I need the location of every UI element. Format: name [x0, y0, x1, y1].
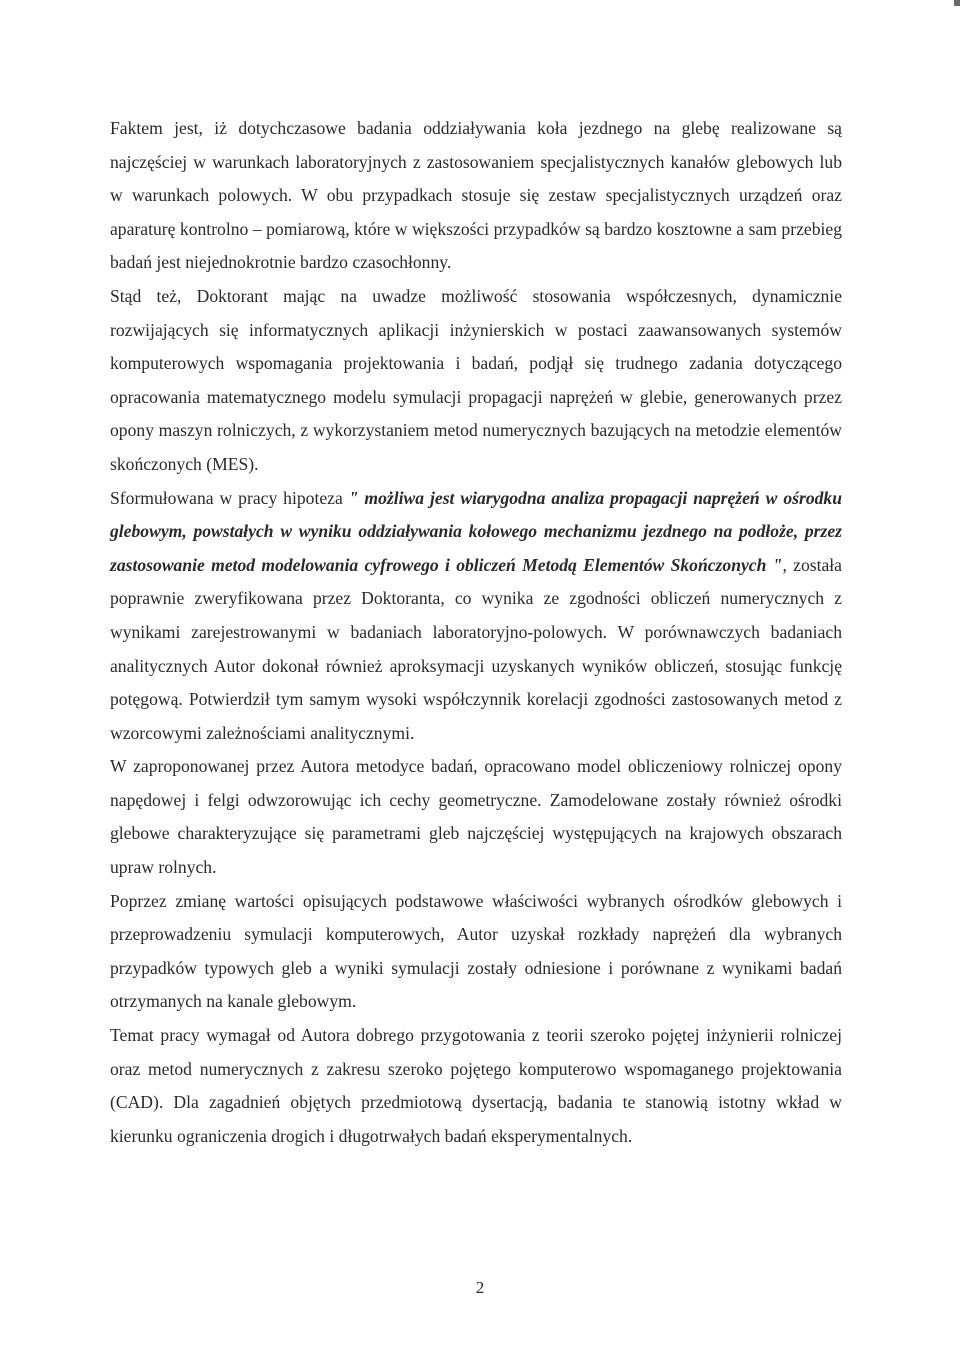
page-number: 2 — [475, 1278, 485, 1297]
hypothesis-statement: " możliwa jest wiarygodna analiza propagacji naprężeń w ośrodku glebowym, powstałych w wyniku oddziaływania kołowego mechanizmu jezdnego na podłoże, przez zastosowanie metod modelowania cyfrowego i obliczeń Metodą Elementów Skończonych " — [110, 487, 842, 575]
hypothesis-intro: Sformułowana w pracy hipoteza — [110, 487, 349, 508]
hypothesis-conclusion: , została poprawnie zweryfikowana przez Doktoranta, co wynika ze zgodności obliczeń numerycznych z wynikami zarejestrowanymi w badaniach laboratoryjno-polowych. W porównawczych badaniach analitycznych Autor dokonał również aproksymacji uzyskanych wyników obliczeń, stosując funkcję potęgową. Potwierdził tym samym wysoki współczynnik korelacji zgodności zastosowanych metod z wzorcowymi zależnościami analitycznymi. — [110, 554, 842, 743]
paragraph-2: Stąd też, Doktorant mając na uwadze możliwość stosowania współczesnych, dynamicznie rozwijających się informatycznych aplikacji inżynierskich w postaci zaawansowanych systemów komputerowych wspomagania projektowania i badań, podjął się trudnego zadania dotyczącego opracowania matematycznego modelu symulacji propagacji naprężeń w glebie, generowanych przez opony maszyn rolniczych, z wykorzystaniem metod numerycznych bazujących na metodzie elementów skończonych (MES). — [110, 285, 842, 474]
paragraph-5: Poprzez zmianę wartości opisujących podstawowe właściwości wybranych ośrodków glebowych i przeprowadzeniu symulacji komputerowych, Autor uzyskał rozkłady naprężeń dla wybranych przypadków typowych gleb a wyniki symulacji zostały odniesione i porównane z wynikami badań otrzymanych na kanale glebowym. — [110, 890, 842, 1012]
paragraph-4: W zaproponowanej przez Autora metodyce badań, opracowano model obliczeniowy rolniczej opony napędowej i felgi odwzorowując ich cechy geometryczne. Zamodelowane zostały również ośrodki glebowe charakteryzujące się parametrami gleb najczęściej występujących na krajowych obszarach upraw rolnych. — [110, 756, 842, 878]
paragraph-6: Temat pracy wymagał od Autora dobrego przygotowania z teorii szeroko pojętej inżynierii rolniczej oraz metod numerycznych z zakresu szeroko pojętego komputerowo wspomaganego projektowania (CAD). Dla zagadnień objętych przedmiotową dysertacją, badania te stanowią istotny wkład w kierunku ograniczenia drogich i długotrwałych badań eksperymentalnych. — [110, 1025, 842, 1146]
paragraph-1: Faktem jest, iż dotychczasowe badania oddziaływania koła jezdnego na glebę realizowane są najczęściej w warunkach laboratoryjnych z zastosowaniem specjalistycznych kanałów glebowych lub w warunkach polowych. W obu przypadkach stosuje się zestaw specjalistycznych urządzeń oraz aparaturę kontrolno – pomiarową, które w większości przypadków są bardzo kosztowne a sam przebieg badań jest niejednokrotnie bardzo czasochłonny. — [110, 118, 842, 273]
scan-corner-mark — [954, 0, 960, 6]
document-body — [110, 112, 842, 1153]
paragraph-3 — [110, 482, 842, 751]
